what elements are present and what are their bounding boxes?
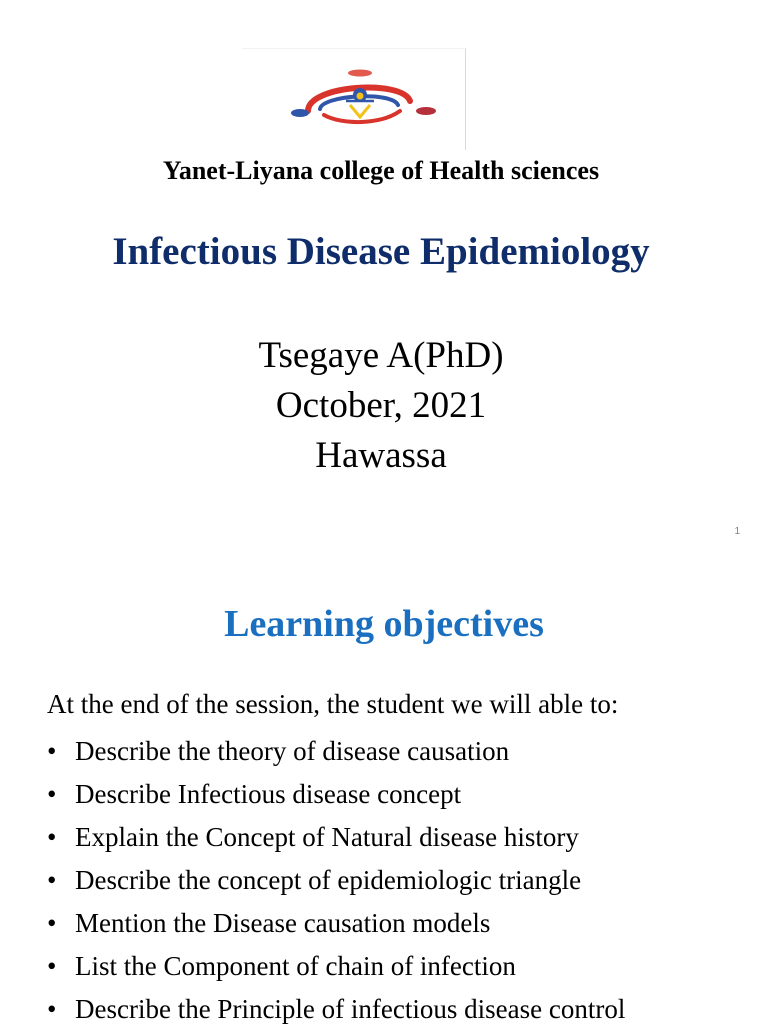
author-name: Tsegaye A(PhD) [258, 335, 504, 376]
list-item [47, 730, 625, 773]
bullet-icon: • [47, 779, 57, 809]
objectives-intro: At the end of the session, the student we will able to: [47, 689, 619, 719]
objectives-list [47, 730, 625, 1024]
bullet-icon: • [47, 994, 57, 1024]
college-logo-graphic [280, 65, 440, 137]
page-number: 1 [734, 526, 740, 537]
objective-text: Explain the Concept of Natural disease history [75, 822, 579, 852]
college-name: Yanet-Liyana college of Health sciences [162, 156, 600, 185]
list-item [47, 773, 625, 816]
list-item [47, 816, 625, 859]
objectives-slide [0, 560, 768, 1024]
list-item [47, 945, 625, 988]
presentation-location: Hawassa [315, 435, 447, 476]
bullet-icon: • [47, 908, 57, 938]
list-item [47, 859, 625, 902]
objective-text: List the Component of chain of infection [75, 951, 516, 981]
bullet-icon: • [47, 865, 57, 895]
objectives-heading: Learning objectives [224, 603, 544, 645]
bullet-icon: • [47, 736, 57, 766]
list-item [47, 902, 625, 945]
list-item [47, 988, 625, 1024]
college-logo [242, 48, 466, 150]
bullet-icon: • [47, 822, 57, 852]
bullet-icon: • [47, 951, 57, 981]
objective-text: Describe the theory of disease causation [75, 736, 510, 766]
presentation-title: Infectious Disease Epidemiology [112, 230, 650, 273]
objective-text: Describe Infectious disease concept [75, 779, 462, 809]
objective-text: Describe the Principle of infectious disease control [75, 994, 626, 1024]
objective-text: Describe the concept of epidemiologic triangle [75, 865, 582, 895]
objective-text: Mention the Disease causation models [75, 908, 491, 938]
presentation-date: October, 2021 [275, 385, 487, 426]
